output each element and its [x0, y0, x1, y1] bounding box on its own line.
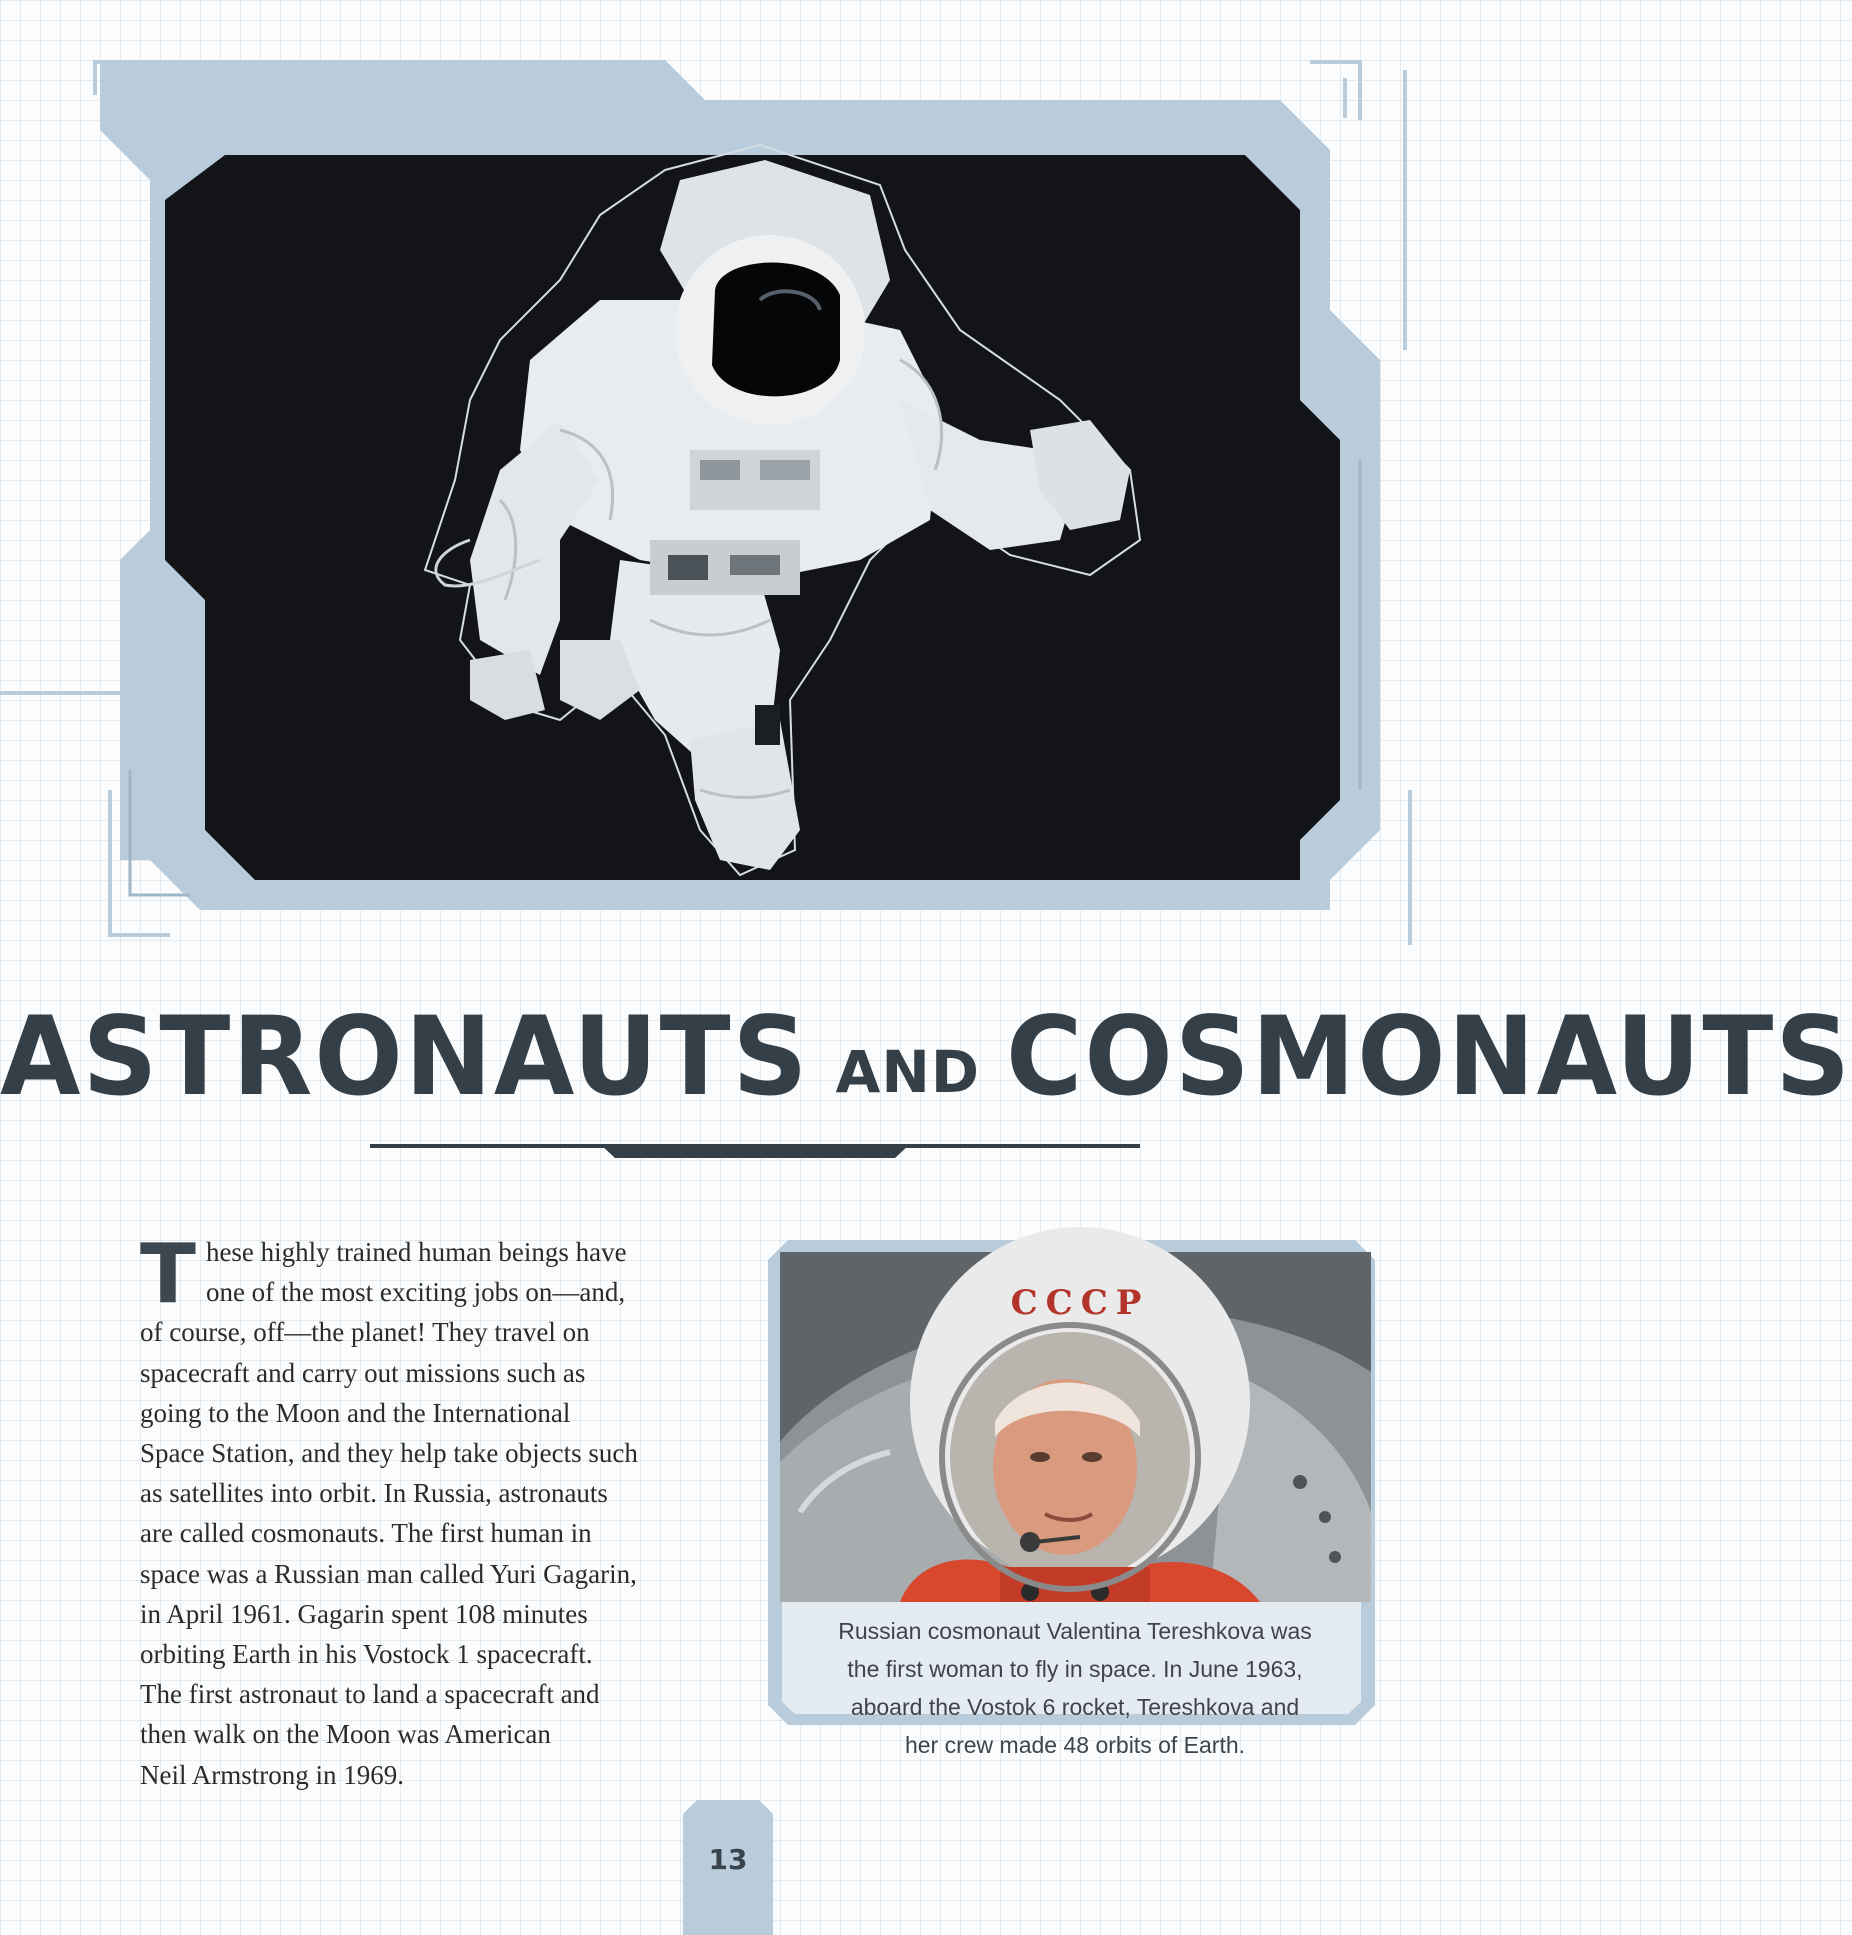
body-paragraph — [140, 1227, 710, 1795]
body-line: as satellites into orbit. In Russia, astronauts — [140, 1478, 608, 1509]
body-line: going to the Moon and the International — [140, 1397, 571, 1428]
photo-caption — [790, 1612, 1360, 1764]
body-line: spacecraft and carry out missions such as — [140, 1357, 586, 1388]
title-divider — [370, 1138, 1140, 1160]
page-number: 13 — [708, 1843, 748, 1876]
helmet-text: CCCP — [1010, 1283, 1150, 1323]
body-line: are called cosmonauts. The first human in — [140, 1518, 592, 1549]
caption-line: the first woman to fly in space. In June 1963, — [847, 1656, 1303, 1682]
title-word-cosmonauts: COSMONAUTS — [1006, 991, 1852, 1121]
caption-line: aboard the Vostok 6 rocket, Tereshkova and — [850, 1694, 1300, 1720]
body-line: of course, off—the planet! They travel on — [140, 1317, 590, 1348]
body-line: in April 1961. Gagarin spent 108 minutes — [140, 1598, 588, 1629]
body-line: Space Station, and they help take objects such — [140, 1438, 638, 1469]
body-line: then walk on the Moon was American — [140, 1719, 551, 1750]
body-line: hese highly trained human beings have — [205, 1237, 627, 1267]
caption-line: her crew made 48 orbits of Earth. — [904, 1732, 1246, 1758]
body-line: space was a Russian man called Yuri Gagarin, — [140, 1558, 637, 1589]
body-line: Neil Armstrong in 1969. — [140, 1759, 404, 1790]
cosmonaut-helmet-photo — [780, 1252, 1371, 1602]
title-word-astronauts: ASTRONAUTS — [0, 991, 810, 1121]
caption-line: Russian cosmonaut Valentina Tereshkova was — [838, 1618, 1312, 1644]
page-title — [0, 991, 1852, 1121]
body-line: The first astronaut to land a spacecraft and — [140, 1679, 600, 1710]
body-line: orbiting Earth in his Vostock 1 spacecraft. — [140, 1639, 593, 1670]
body-line: one of the most exciting jobs on—and, — [205, 1277, 626, 1308]
hero-frame — [0, 0, 1500, 960]
drop-cap: T — [140, 1227, 196, 1322]
title-connector: AND — [835, 1038, 981, 1106]
